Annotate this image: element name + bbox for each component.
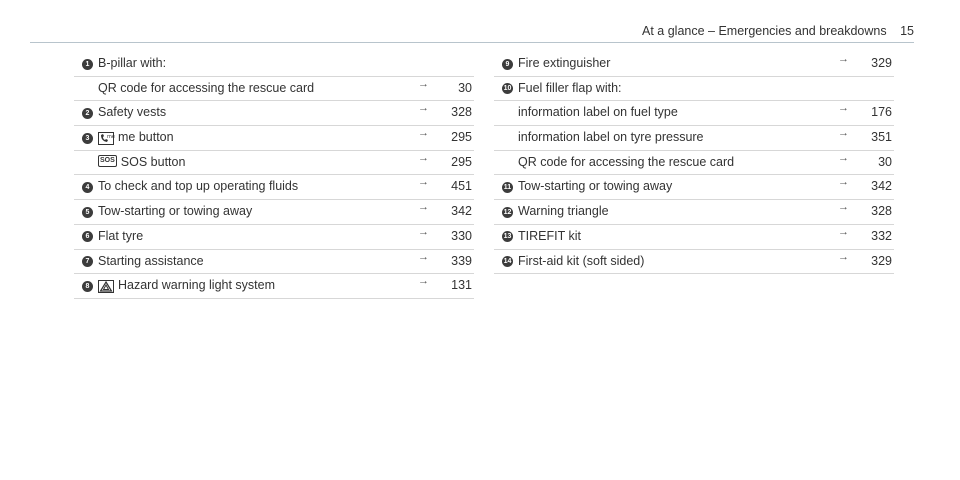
entry-text: Starting assistance [98,253,204,268]
reference-arrow-icon: → [838,127,849,140]
entry-text: QR code for accessing the rescue card [518,154,735,169]
page-reference-link[interactable]: 295 [451,154,472,169]
entry-text: information label on fuel type [518,105,678,120]
reference-arrow-icon: → [838,53,849,65]
reference-arrow-icon: → [418,275,429,288]
page-reference-link[interactable]: 328 [451,105,472,120]
header-divider [30,42,914,43]
reference-arrow-icon: → [838,176,849,189]
entry-label [518,200,609,223]
index-entry[interactable] [74,225,474,250]
callout-number-badge: 5 [82,207,93,218]
reference-arrow-icon: → [418,176,429,189]
callout-number-badge: 7 [82,256,93,267]
right-index-column [494,52,894,274]
entry-text: Safety vests [98,105,167,120]
page-number: 15 [900,24,914,38]
entry-text: Tow-starting or towing away [98,204,253,219]
index-entry[interactable] [74,250,474,275]
page-reference-link[interactable]: 451 [451,179,472,194]
index-entry[interactable] [494,250,894,275]
section-title: At a glance – Emergencies and breakdowns [642,24,887,38]
entry-label [98,250,204,273]
entry-text: To check and top up operating fluids [98,179,299,194]
entry-text: B-pillar with: [98,56,167,70]
callout-number-badge: 4 [82,182,93,193]
index-entry[interactable] [494,200,894,225]
entry-label [518,52,610,75]
index-entry[interactable] [494,126,894,151]
entry-label [518,175,672,198]
page-reference-link[interactable]: 328 [871,204,892,219]
entry-label [518,126,704,149]
entry-label [98,101,166,124]
callout-number-badge: 9 [502,59,513,70]
callout-number-badge: 6 [82,231,93,242]
running-header [620,24,914,38]
reference-arrow-icon: → [418,250,429,263]
entry-label [98,126,174,149]
callout-number-badge: 12 [503,208,512,216]
entry-text: TIREFIT kit [518,228,581,243]
page-reference-link[interactable]: 329 [871,253,892,268]
entry-text: First-aid kit (soft sided) [518,253,645,268]
entry-text: Fuel filler flap with: [518,80,622,95]
reference-arrow-icon: → [418,77,429,90]
callout-number-badge: 13 [503,233,512,241]
entry-text: SOS button [120,154,186,169]
index-entry[interactable] [74,126,474,151]
callout-number-badge: 3 [82,133,93,144]
page-reference-link[interactable]: 332 [871,228,892,243]
reference-arrow-icon: → [418,127,429,140]
index-entry[interactable] [74,77,474,102]
entry-text: information label on tyre pressure [518,130,704,145]
entry-label [98,77,314,100]
index-entry[interactable] [74,101,474,126]
svg-text:me: me [107,134,115,141]
entry-label [518,77,622,100]
entry-text: QR code for accessing the rescue card [98,80,315,95]
reference-arrow-icon: → [838,250,849,263]
index-entry[interactable] [74,151,474,176]
index-entry [74,52,474,77]
entry-text: Flat tyre [98,228,144,243]
index-entry[interactable] [74,200,474,225]
page-reference-link[interactable]: 30 [878,154,892,169]
reference-arrow-icon: → [838,102,849,115]
entry-text: me button [118,130,174,145]
page-reference-link[interactable]: 342 [451,204,472,219]
index-entry[interactable] [494,225,894,250]
reference-arrow-icon: → [838,225,849,238]
entry-text: Warning triangle [518,204,609,219]
page-reference-link[interactable]: 30 [458,80,472,95]
entry-label [98,52,166,75]
callout-number-badge: 10 [503,85,512,93]
entry-label [98,175,298,198]
me-call-icon [98,130,114,143]
entry-text: Hazard warning light system [118,278,276,293]
page-reference-link[interactable]: 330 [451,228,472,243]
entry-label [98,225,143,248]
page-reference-link[interactable]: 339 [451,253,472,268]
callout-number-badge: 2 [82,108,93,119]
reference-arrow-icon: → [418,102,429,115]
entry-label [98,151,185,174]
sos-icon: SOS [98,155,117,167]
left-index-column [74,52,474,299]
reference-arrow-icon: → [838,201,849,214]
callout-number-badge: 11 [503,183,512,191]
reference-arrow-icon: → [418,201,429,214]
callout-number-badge: 14 [503,258,512,265]
page-reference-link[interactable]: 329 [871,56,892,70]
entry-label [98,200,252,223]
page-reference-link[interactable]: 342 [871,179,892,194]
reference-arrow-icon: → [838,151,849,164]
callout-number-badge: 8 [82,281,93,292]
entry-label [518,101,678,124]
entry-label [518,250,644,273]
entry-label [518,151,734,174]
index-entry[interactable] [74,175,474,200]
index-entry[interactable] [74,274,474,299]
page-reference-link[interactable]: 131 [451,278,472,293]
entry-label [98,274,275,297]
entry-text: Fire extinguisher [518,56,611,70]
reference-arrow-icon: → [418,225,429,238]
page-reference-link[interactable]: 176 [871,105,892,120]
entry-text: Tow-starting or towing away [518,179,673,194]
page-reference-link[interactable]: 295 [451,130,472,145]
index-entry [494,77,894,102]
page-reference-link[interactable]: 351 [871,130,892,145]
index-entry[interactable] [494,101,894,126]
index-entry[interactable] [494,52,894,77]
entry-label [518,225,581,248]
index-entry[interactable] [494,151,894,176]
callout-number-badge: 1 [82,59,93,70]
reference-arrow-icon: → [418,151,429,164]
index-entry[interactable] [494,175,894,200]
hazard-warning-icon [98,278,114,291]
